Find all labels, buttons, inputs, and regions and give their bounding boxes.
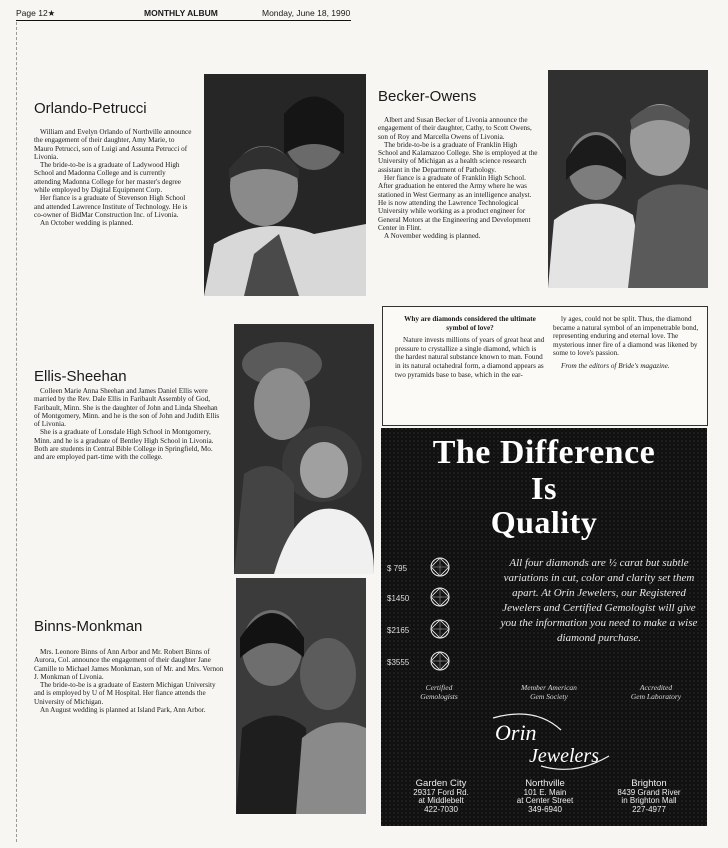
becker-headline: Becker-Owens	[378, 88, 477, 105]
store-name: Brighton	[631, 778, 667, 789]
association-line: Gem Laboratory	[630, 691, 682, 701]
article-paragraph: The bride-to-be is a graduate of Franklin High School and Kalamazoo College. She is employed at the University of Michigan as a health science research assistant in the Department of Pathology.	[378, 140, 538, 174]
qa-answer-part2: ly ages, could not be split. Thus, the diamond became a natural symbol of an impenetrable bond, representing enduring and eternal love. The mysterious inner fire of a diamond was likened by some to love's passion.	[553, 315, 699, 358]
becker-couple-photo	[548, 70, 708, 288]
store-address: 101 E. Main	[523, 787, 567, 797]
store-address: 29317 Ford Rd.	[413, 787, 469, 797]
diamond-icon	[429, 650, 451, 672]
store-phone: 422-7030	[424, 804, 458, 814]
article-paragraph: William and Evelyn Orlando of Northville announce the engagement of their daughter, Amy Marie, to Mauro Petrucci, son of Luigi and Assunta Petrucci of Livonia.	[34, 128, 192, 161]
association-line: Gemologists	[420, 691, 458, 701]
store-northville	[495, 780, 595, 814]
ellis-article	[34, 387, 222, 462]
store-phone: 349-6940	[528, 804, 562, 814]
orin-jewelers-ad	[381, 428, 707, 826]
margin-rule	[16, 22, 17, 842]
store-garden-city	[391, 780, 491, 814]
price-3: $2165	[387, 626, 410, 635]
price-2: $1450	[387, 594, 410, 603]
orlando-headline: Orlando-Petrucci	[34, 100, 147, 117]
page-header	[16, 6, 716, 20]
store-phone: 227-4977	[632, 804, 666, 814]
association-line: Gem Society	[530, 691, 568, 701]
association-certified-gemologists	[399, 684, 479, 701]
ad-title-line3: Quality	[490, 504, 598, 540]
store-name: Northville	[525, 778, 565, 789]
issue-date: Monday, June 18, 1990	[262, 8, 351, 18]
store-cross-street: at Middlebelt	[418, 796, 464, 806]
diamond-qa-box	[382, 306, 708, 426]
logo-jewelers-text: Jewelers	[529, 745, 599, 767]
article-paragraph: She is a graduate of Lonsdale High School in Montgomery, Minn. and he is a graduate of Bentley High School in Livonia. Both are students in Central Bible College in Springfield, Mo. and are employed part-time with the college.	[34, 428, 214, 462]
orlando-couple-photo	[204, 74, 366, 296]
article-paragraph: An October wedding is planned.	[40, 219, 134, 228]
section-name: MONTHLY ALBUM	[144, 8, 218, 18]
article-paragraph: The bride-to-be is a graduate of Ladywood High School and Madonna College and is currently attending Madonna College for her master's degree while employed by Digital Equipment Corp.	[34, 161, 181, 195]
becker-article	[378, 116, 538, 240]
price-4: $3555	[387, 658, 410, 667]
qa-question: Why are diamonds considered the ultimate symbol of love?	[404, 315, 536, 332]
page-number: Page 12★	[16, 8, 56, 18]
store-address: 8439 Grand River	[617, 787, 681, 797]
article-paragraph: Her fiance is a graduate of Stevenson High School and attended Lawrence Institute of Technology. He is co-owner of BidMar Construction Inc. of Livonia.	[34, 194, 188, 219]
article-paragraph: The bride-to-be is a graduate of Eastern Michigan University and is employed by U of M Hospital. Her fiance attends the University of Michigan.	[34, 681, 216, 706]
binns-article	[34, 648, 226, 714]
binns-headline: Binns-Monkman	[34, 618, 143, 635]
ad-copy: All four diamonds are ½ carat but subtle variations in cut, color and clarity set them apart. At Orin Jewelers, our Registered Jewelers and Certified Gemologist will give you the information you need to make a wise diamond purchase.	[500, 557, 698, 644]
association-line: Accredited	[639, 683, 673, 692]
article-paragraph: Mrs. Leonore Binns of Ann Arbor and Mr. Robert Binns of Aurora, Col. announce the engagement of their daughter Jane Camille to Michael James Monkman, son of Mr. and Mrs. Vernon J. Monkman of Livonia.	[34, 648, 224, 681]
logo-orin-text: Orin	[495, 720, 537, 745]
binns-couple-photo	[236, 578, 366, 814]
store-name: Garden City	[415, 778, 467, 789]
qa-column-right	[553, 315, 701, 375]
ellis-headline: Ellis-Sheehan	[34, 368, 127, 385]
ad-title-line1: The Difference	[432, 434, 656, 471]
store-cross-street: in Brighton Mall	[621, 796, 677, 806]
association-accredited-gem-lab	[613, 684, 699, 701]
diamond-icon	[429, 586, 451, 608]
association-line: Member American	[521, 683, 577, 692]
article-paragraph: Her fiance is a graduate of Franklin High School. After graduation he entered the Army where he was stationed in West Germany as an intelligence analyst. He is now attending the Lawrence Technological University while working as a product engineer for General Motors at the Engineering and Development Center in Flint.	[378, 174, 532, 232]
association-american-gem-society	[499, 684, 599, 701]
article-paragraph: An August wedding is planned at Island Park, Ann Arbor.	[40, 706, 206, 715]
header-rule	[16, 20, 351, 21]
ad-title-line2: Is	[531, 470, 557, 506]
qa-column-left	[395, 315, 545, 383]
association-line: Certified	[425, 683, 453, 692]
qa-answer-part1: Nature invests millions of years of great heat and pressure to crystallize a single diamond, which is the hardest natural substance known to man. Found in its natural octahedral form, a diamond appears as two pyramids base to base, which in the ear-	[395, 336, 545, 379]
article-paragraph: A November wedding is planned.	[384, 232, 481, 241]
price-1: $ 795	[387, 564, 408, 573]
orlando-article	[34, 128, 192, 228]
article-paragraph: Albert and Susan Becker of Livonia announce the engagement of their daughter, Cathy, to Scott Owens, son of Roy and Marcella Owens of Livonia.	[378, 116, 532, 141]
store-cross-street: at Center Street	[516, 796, 574, 806]
orin-jewelers-logo	[485, 710, 615, 774]
qa-credit: From the editors of Bride's magazine.	[561, 361, 670, 370]
article-paragraph: Colleen Marie Anna Sheehan and James Daniel Ellis were married by the Rev. Dale Ellis in Faribault Assembly of God, Faribault, Minn. She is the daughter of John and Linda Sheehan of Montgomery, Minn. and he is the son of John and Judith Ellis of Livonia.	[34, 387, 220, 429]
ellis-couple-photo	[234, 324, 374, 574]
diamond-icon	[429, 556, 451, 578]
store-brighton	[599, 780, 699, 814]
diamond-icon	[429, 618, 451, 640]
